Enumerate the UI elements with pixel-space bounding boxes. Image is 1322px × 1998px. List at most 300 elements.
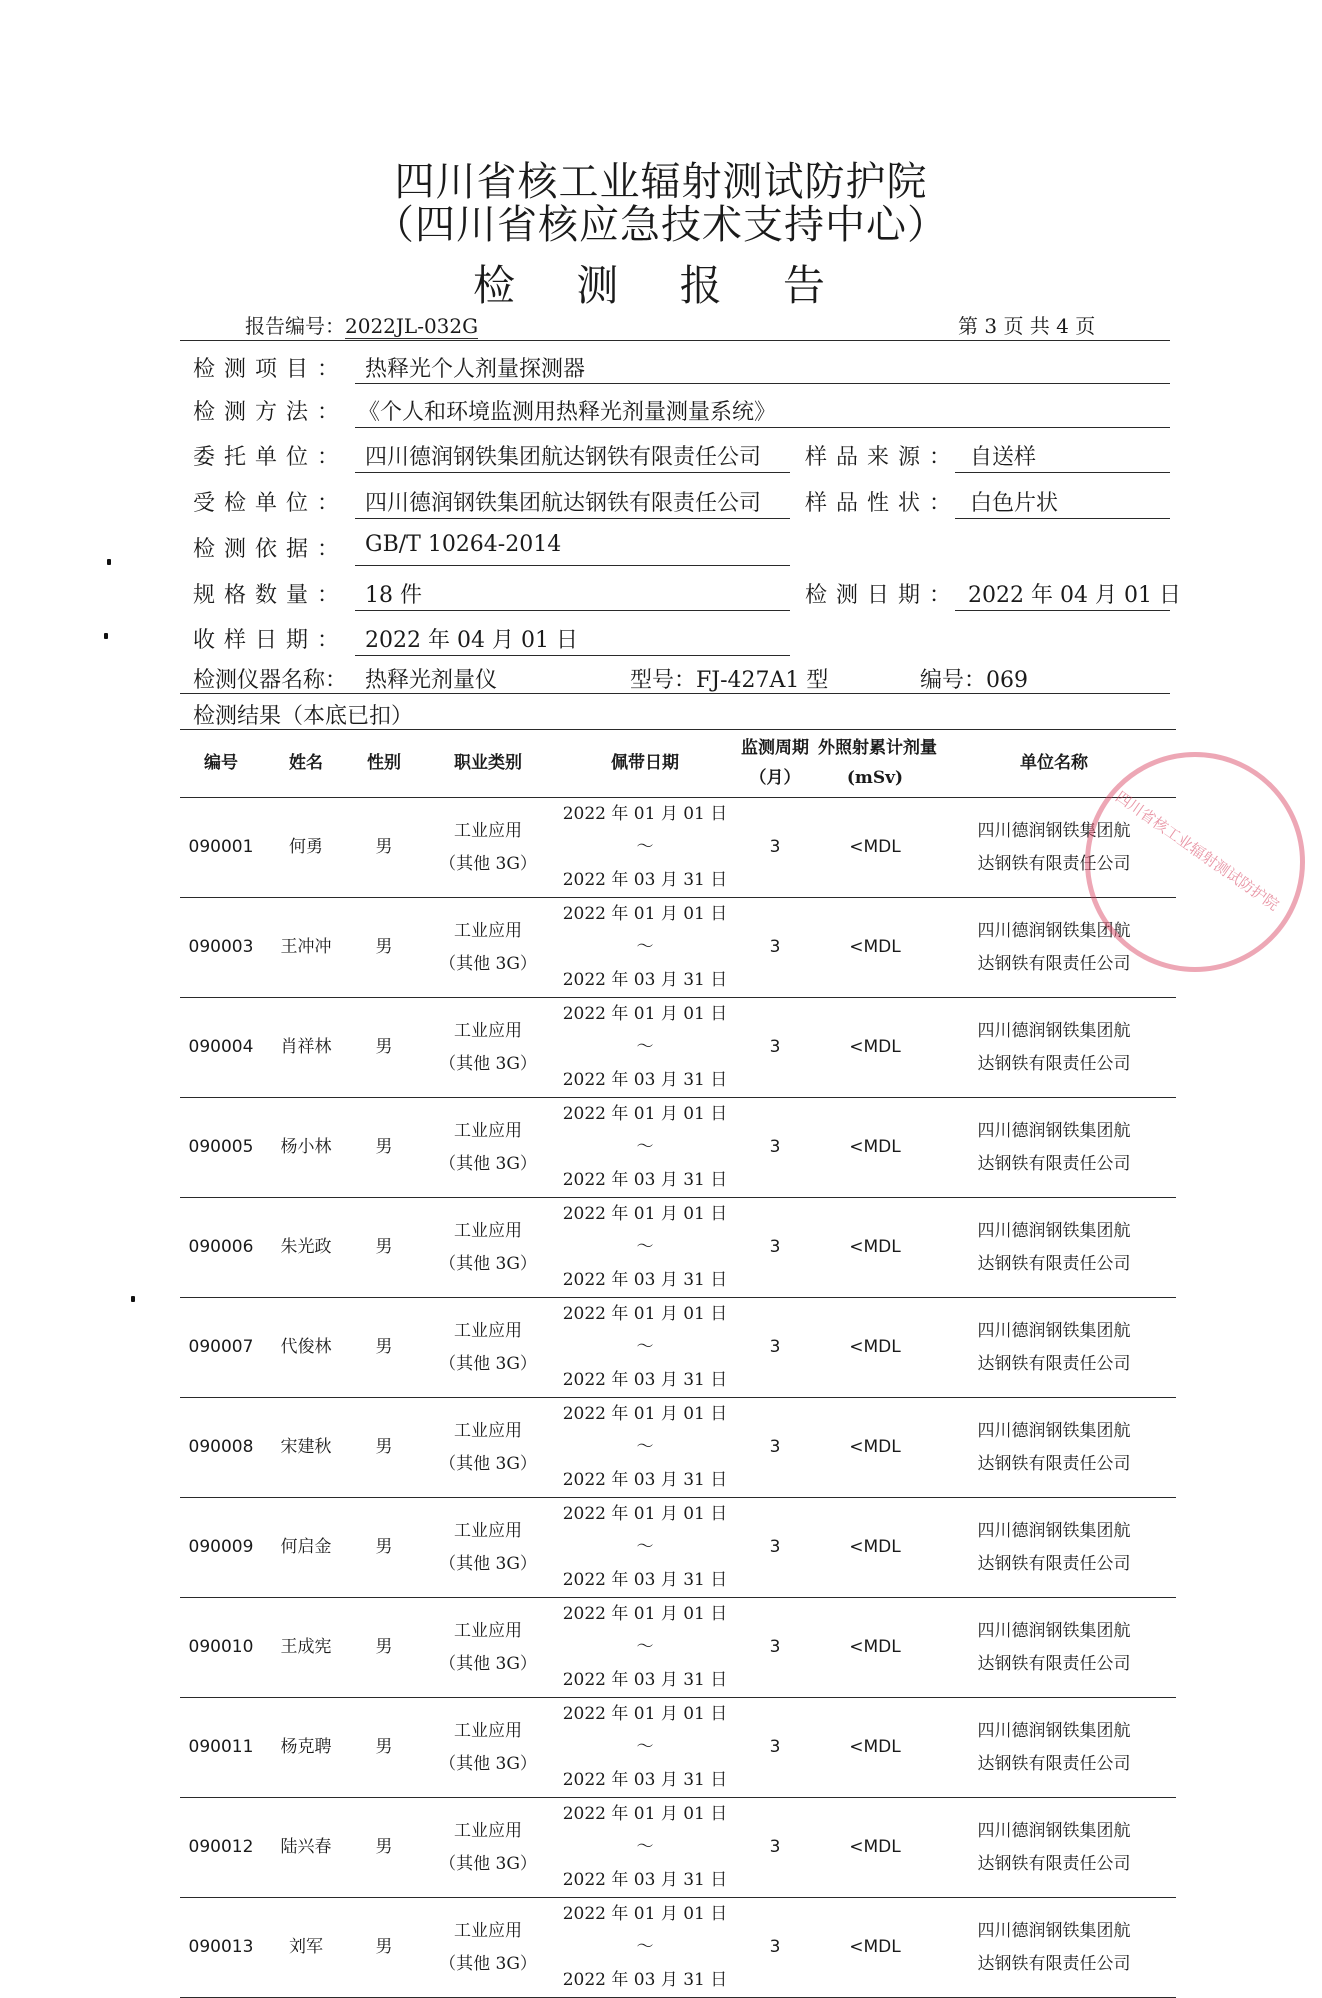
cell-id (180, 1198, 262, 1298)
cell-wear-dates (558, 1398, 732, 1498)
cell-id-text: 090012 (188, 1837, 254, 1857)
rule-basis (355, 565, 790, 566)
cell-occupation (418, 1798, 558, 1898)
cell-dose (818, 1498, 932, 1598)
cell-cycle-text: 3 (769, 1137, 781, 1157)
table-header-row (180, 729, 1176, 798)
cell-wear-dates-text: 2022 年 01 月 01 日～ (562, 1104, 728, 1157)
cell-occupation-text: 工业应用 (454, 920, 522, 941)
cell-unit (932, 998, 1176, 1098)
cell-id-text: 090011 (188, 1737, 254, 1757)
cell-id (180, 1598, 262, 1698)
cell-occupation-text: 工业应用 (454, 1320, 522, 1341)
table-row (180, 1898, 1176, 1998)
cell-occupation-text: 工业应用 (454, 1620, 522, 1641)
cell-wear-dates-text: 2022 年 03 月 31 日 (562, 870, 728, 890)
cell-occupation (418, 798, 558, 898)
cell-occupation-text: （其他 3G） (439, 1253, 537, 1274)
cell-dose (818, 1398, 932, 1498)
cell-occupation-text: （其他 3G） (439, 1853, 537, 1874)
cell-wear-dates-text: 2022 年 01 月 01 日～ (562, 1604, 728, 1657)
cell-unit (932, 1498, 1176, 1598)
client-label: 委托单位： (193, 445, 349, 470)
cell-occupation-text: 工业应用 (454, 1220, 522, 1241)
cell-name (262, 1698, 350, 1798)
cell-cycle (732, 1598, 818, 1698)
cell-occupation-text: （其他 3G） (439, 1753, 537, 1774)
cell-id (180, 1698, 262, 1798)
cell-occupation (418, 1298, 558, 1398)
cell-id (180, 1898, 262, 1998)
cell-occupation-text: 工业应用 (454, 1720, 522, 1741)
cell-name (262, 798, 350, 898)
cell-name (262, 1798, 350, 1898)
cell-unit-text: 四川德润钢铁集团航 (977, 1620, 1131, 1641)
cell-gender (350, 1098, 418, 1198)
cell-name-text: 王冲冲 (280, 937, 332, 957)
document-title: 检 测 报 告 (472, 261, 850, 310)
cell-gender (350, 1198, 418, 1298)
header-cycle (732, 729, 818, 798)
cell-gender-text: 男 (375, 1437, 393, 1457)
cell-dose (818, 1298, 932, 1398)
cell-unit (932, 1298, 1176, 1398)
cell-name-text: 何勇 (289, 837, 323, 857)
cell-id (180, 1498, 262, 1598)
cell-unit (932, 1898, 1176, 1998)
header-cycle-line1: 监测周期 (741, 738, 809, 758)
tested-unit-label: 受检单位： (193, 491, 349, 516)
cell-wear-dates-text: 2022 年 01 月 01 日～ (562, 1304, 728, 1357)
cell-id (180, 1098, 262, 1198)
cell-unit-text: 四川德润钢铁集团航 (977, 1120, 1131, 1141)
cell-occupation (418, 998, 558, 1098)
cell-unit-text: 四川德润钢铁集团航 (977, 820, 1131, 841)
serial-value: 069 (986, 668, 1029, 693)
cell-unit-text: 达钢铁有限责任公司 (977, 1753, 1131, 1774)
page-info: 第 3 页 共 4 页 (958, 314, 1096, 338)
cell-wear-dates-text: 2022 年 03 月 31 日 (562, 1170, 728, 1190)
cell-name (262, 1398, 350, 1498)
sample-source-label: 样品来源： (805, 445, 961, 470)
header-id: 编号 (180, 729, 262, 798)
cell-dose-text: <MDL (849, 1037, 901, 1057)
cell-occupation-text: 工业应用 (454, 1420, 522, 1441)
cell-name (262, 1598, 350, 1698)
cell-id-text: 090010 (188, 1637, 254, 1657)
cell-occupation (418, 1198, 558, 1298)
cell-gender-text: 男 (375, 1537, 393, 1557)
cell-wear-dates-text: 2022 年 03 月 31 日 (562, 1470, 728, 1490)
cell-wear-dates (558, 1698, 732, 1798)
cell-cycle (732, 1298, 818, 1398)
report-number-value: 2022JL-032G (345, 314, 479, 338)
rule-item (355, 383, 1170, 384)
cell-wear-dates-text: 2022 年 01 月 01 日～ (562, 1804, 728, 1857)
cell-dose (818, 798, 932, 898)
cell-unit-text: 达钢铁有限责任公司 (977, 1253, 1131, 1274)
cell-id-text: 090006 (188, 1237, 254, 1257)
cell-gender (350, 1698, 418, 1798)
cell-wear-dates (558, 898, 732, 998)
cell-name (262, 1198, 350, 1298)
cell-unit-text: 达钢铁有限责任公司 (977, 953, 1131, 974)
official-seal-text: 四川省核工业辐射测试防护院 (1112, 787, 1283, 915)
cell-wear-dates-text: 2022 年 03 月 31 日 (562, 1370, 728, 1390)
cell-name (262, 1498, 350, 1598)
cell-occupation-text: 工业应用 (454, 1820, 522, 1841)
cell-wear-dates-text: 2022 年 01 月 01 日～ (562, 1504, 728, 1557)
header-dose-line2: (mSv) (846, 768, 904, 788)
cell-dose-text: <MDL (849, 1137, 901, 1157)
cell-occupation (418, 1898, 558, 1998)
report-number-label: 报告编号： (245, 314, 345, 338)
rule-sample-source (955, 472, 1170, 473)
cell-cycle-text: 3 (769, 1237, 781, 1257)
cell-occupation-text: 工业应用 (454, 1020, 522, 1041)
quantity-label: 规格数量： (193, 583, 349, 608)
rule-sample-nature (955, 518, 1170, 519)
instrument-value: 热释光剂量仪 (365, 668, 498, 693)
cell-dose (818, 1198, 932, 1298)
cell-occupation-text: （其他 3G） (439, 1953, 537, 1974)
cell-name-text: 王成宪 (280, 1637, 332, 1657)
instrument-label: 检测仪器名称： (193, 668, 348, 693)
cell-dose-text: <MDL (849, 1237, 901, 1257)
cell-unit (932, 1798, 1176, 1898)
cell-wear-dates (558, 1498, 732, 1598)
cell-wear-dates (558, 1798, 732, 1898)
cell-unit-text: 四川德润钢铁集团航 (977, 1020, 1131, 1041)
cell-unit-text: 达钢铁有限责任公司 (977, 1453, 1131, 1474)
cell-wear-dates-text: 2022 年 03 月 31 日 (562, 1770, 728, 1790)
cell-dose-text: <MDL (849, 937, 901, 957)
cell-gender-text: 男 (375, 937, 393, 957)
receipt-date-value: 2022 年 04 月 01 日 (365, 628, 578, 653)
cell-wear-dates-text: 2022 年 03 月 31 日 (562, 1970, 728, 1990)
cell-occupation (418, 898, 558, 998)
cell-cycle (732, 898, 818, 998)
item-value: 热释光个人剂量探测器 (365, 357, 586, 382)
model-info (630, 663, 828, 694)
header-name: 姓名 (262, 729, 350, 798)
cell-dose-text: <MDL (849, 1937, 901, 1957)
table-row (180, 998, 1176, 1098)
cell-wear-dates (558, 1098, 732, 1198)
cell-name (262, 898, 350, 998)
cell-unit (932, 1098, 1176, 1198)
cell-cycle-text: 3 (769, 1737, 781, 1757)
cell-dose-text: <MDL (849, 1637, 901, 1657)
cell-dose-text: <MDL (849, 837, 901, 857)
cell-dose (818, 1898, 932, 1998)
report-number (245, 310, 478, 339)
cell-gender (350, 1498, 418, 1598)
cell-unit-text: 四川德润钢铁集团航 (977, 920, 1131, 941)
results-heading: 检测结果（本底已扣） (193, 704, 414, 729)
cell-unit-text: 达钢铁有限责任公司 (977, 1953, 1131, 1974)
cell-name-text: 何启金 (280, 1537, 332, 1557)
cell-dose (818, 1698, 932, 1798)
cell-id (180, 898, 262, 998)
cell-wear-dates-text: 2022 年 03 月 31 日 (562, 970, 728, 990)
cell-occupation-text: 工业应用 (454, 1920, 522, 1941)
institute-alias: （四川省核应急技术支持中心） (374, 202, 948, 248)
cell-id-text: 090009 (188, 1537, 254, 1557)
cell-name (262, 1898, 350, 1998)
item-label: 检测项目： (193, 357, 349, 382)
cell-occupation-text: （其他 3G） (439, 1153, 537, 1174)
scan-speck (131, 1296, 135, 1302)
cell-id (180, 1298, 262, 1398)
cell-cycle (732, 798, 818, 898)
quantity-value: 18 件 (365, 583, 422, 608)
cell-wear-dates-text: 2022 年 01 月 01 日～ (562, 1704, 728, 1757)
cell-name-text: 陆兴春 (280, 1837, 332, 1857)
table-row (180, 1498, 1176, 1598)
method-label: 检测方法： (193, 400, 349, 425)
cell-gender-text: 男 (375, 1637, 393, 1657)
cell-gender (350, 898, 418, 998)
cell-dose (818, 1098, 932, 1198)
cell-dose-text: <MDL (849, 1737, 901, 1757)
tested-unit-value: 四川德润钢铁集团航达钢铁有限责任公司 (365, 491, 762, 516)
cell-gender (350, 1598, 418, 1698)
cell-unit (932, 1198, 1176, 1298)
header-occupation: 职业类别 (418, 729, 558, 798)
cell-id (180, 1398, 262, 1498)
test-date-label: 检测日期： (805, 583, 961, 608)
cell-gender (350, 998, 418, 1098)
cell-wear-dates (558, 1598, 732, 1698)
cell-wear-dates-text: 2022 年 03 月 31 日 (562, 1070, 728, 1090)
cell-unit (932, 1698, 1176, 1798)
cell-wear-dates-text: 2022 年 01 月 01 日～ (562, 1904, 728, 1957)
client-value: 四川德润钢铁集团航达钢铁有限责任公司 (365, 445, 762, 470)
table-row (180, 898, 1176, 998)
cell-occupation (418, 1598, 558, 1698)
cell-cycle (732, 1798, 818, 1898)
cell-unit (932, 1398, 1176, 1498)
cell-cycle-text: 3 (769, 837, 781, 857)
cell-cycle (732, 1898, 818, 1998)
test-date-value: 2022 年 04 月 01 日 (968, 583, 1181, 608)
cell-cycle (732, 1698, 818, 1798)
method-value: 《个人和环境监测用热释光剂量测量系统》 (358, 400, 777, 425)
rule-method (355, 427, 1170, 428)
table-row (180, 1798, 1176, 1898)
cell-wear-dates-text: 2022 年 03 月 31 日 (562, 1270, 728, 1290)
cell-unit-text: 四川德润钢铁集团航 (977, 1520, 1131, 1541)
cell-dose (818, 998, 932, 1098)
cell-name-text: 肖祥林 (280, 1037, 332, 1057)
cell-gender (350, 798, 418, 898)
cell-name-text: 杨小林 (280, 1137, 332, 1157)
cell-occupation-text: （其他 3G） (439, 1053, 537, 1074)
cell-occupation-text: 工业应用 (454, 1120, 522, 1141)
cell-occupation (418, 1398, 558, 1498)
receipt-date-label: 收样日期： (193, 628, 349, 653)
cell-id-text: 090008 (188, 1437, 254, 1457)
model-value: FJ-427A1 型 (696, 668, 829, 693)
cell-wear-dates-text: 2022 年 03 月 31 日 (562, 1870, 728, 1890)
cell-occupation-text: （其他 3G） (439, 953, 537, 974)
cell-occupation-text: （其他 3G） (439, 853, 537, 874)
rule-quantity (355, 610, 790, 611)
cell-unit-text: 达钢铁有限责任公司 (977, 1153, 1131, 1174)
cell-unit-text: 四川德润钢铁集团航 (977, 1220, 1131, 1241)
rule-test-date (955, 610, 1170, 611)
header-cycle-line2: （月） (749, 768, 801, 788)
header-dose (818, 729, 937, 798)
rule-top (180, 340, 1170, 341)
cell-unit-text: 达钢铁有限责任公司 (977, 1853, 1131, 1874)
cell-occupation-text: （其他 3G） (439, 1453, 537, 1474)
cell-unit-text: 达钢铁有限责任公司 (977, 1653, 1131, 1674)
table-row (180, 1698, 1176, 1798)
header-unit: 单位名称 (932, 729, 1176, 798)
cell-name-text: 杨克聘 (280, 1737, 332, 1757)
cell-dose-text: <MDL (849, 1537, 901, 1557)
cell-wear-dates (558, 1298, 732, 1398)
cell-id (180, 1798, 262, 1898)
rule-client (355, 472, 790, 473)
cell-dose (818, 1598, 932, 1698)
cell-id-text: 090004 (188, 1037, 254, 1057)
cell-gender-text: 男 (375, 1137, 393, 1157)
cell-unit-text: 四川德润钢铁集团航 (977, 1420, 1131, 1441)
cell-id (180, 998, 262, 1098)
cell-gender-text: 男 (375, 1737, 393, 1757)
cell-cycle-text: 3 (769, 937, 781, 957)
cell-cycle-text: 3 (769, 1437, 781, 1457)
cell-wear-dates-text: 2022 年 01 月 01 日～ (562, 904, 728, 957)
cell-name (262, 1098, 350, 1198)
cell-gender-text: 男 (375, 1337, 393, 1357)
cell-wear-dates-text: 2022 年 03 月 31 日 (562, 1670, 728, 1690)
cell-gender (350, 1798, 418, 1898)
cell-gender-text: 男 (375, 1037, 393, 1057)
cell-id-text: 090007 (188, 1337, 254, 1357)
cell-unit-text: 达钢铁有限责任公司 (977, 853, 1131, 874)
cell-name (262, 1298, 350, 1398)
cell-gender-text: 男 (375, 837, 393, 857)
cell-wear-dates-text: 2022 年 01 月 01 日～ (562, 804, 728, 857)
cell-unit-text: 四川德润钢铁集团航 (977, 1820, 1131, 1841)
header-gender: 性别 (350, 729, 418, 798)
cell-wear-dates (558, 798, 732, 898)
cell-gender-text: 男 (375, 1937, 393, 1957)
model-label: 型号： (630, 668, 697, 693)
sample-nature-label: 样品性状： (805, 491, 961, 516)
cell-dose-text: <MDL (849, 1337, 901, 1357)
table-row (180, 798, 1176, 898)
cell-cycle-text: 3 (769, 1637, 781, 1657)
cell-name (262, 998, 350, 1098)
cell-wear-dates-text: 2022 年 01 月 01 日～ (562, 1004, 728, 1057)
header-dose-line1: 外照射累计剂量 (818, 738, 937, 758)
cell-name-text: 代俊林 (280, 1337, 332, 1357)
cell-occupation-text: 工业应用 (454, 1520, 522, 1541)
cell-occupation (418, 1098, 558, 1198)
cell-id-text: 090003 (188, 937, 254, 957)
cell-gender-text: 男 (375, 1837, 393, 1857)
table-row (180, 1598, 1176, 1698)
table-row (180, 1298, 1176, 1398)
cell-unit-text: 四川德润钢铁集团航 (977, 1320, 1131, 1341)
results-table (180, 729, 1176, 1998)
cell-cycle (732, 1498, 818, 1598)
cell-dose-text: <MDL (849, 1437, 901, 1457)
cell-wear-dates (558, 998, 732, 1098)
cell-cycle-text: 3 (769, 1037, 781, 1057)
cell-cycle (732, 1198, 818, 1298)
cell-wear-dates (558, 1898, 732, 1998)
cell-id-text: 090001 (188, 837, 254, 857)
cell-cycle (732, 998, 818, 1098)
cell-id-text: 090013 (188, 1937, 254, 1957)
cell-wear-dates-text: 2022 年 01 月 01 日～ (562, 1204, 728, 1257)
header-wear-dates: 佩带日期 (558, 729, 732, 798)
cell-unit-text: 达钢铁有限责任公司 (977, 1353, 1131, 1374)
cell-cycle-text: 3 (769, 1937, 781, 1957)
table-row (180, 1098, 1176, 1198)
cell-wear-dates-text: 2022 年 03 月 31 日 (562, 1570, 728, 1590)
cell-unit (932, 1598, 1176, 1698)
table-row (180, 1198, 1176, 1298)
scan-speck (107, 559, 111, 565)
cell-occupation-text: （其他 3G） (439, 1553, 537, 1574)
cell-occupation-text: （其他 3G） (439, 1353, 537, 1374)
basis-label: 检测依据： (193, 537, 349, 562)
cell-occupation-text: （其他 3G） (439, 1653, 537, 1674)
sample-source-value: 自送样 (970, 445, 1037, 470)
cell-dose (818, 1798, 932, 1898)
cell-unit-text: 达钢铁有限责任公司 (977, 1553, 1131, 1574)
cell-wear-dates-text: 2022 年 01 月 01 日～ (562, 1404, 728, 1457)
scan-speck (104, 633, 108, 639)
rule-tested-unit (355, 518, 790, 519)
cell-unit-text: 四川德润钢铁集团航 (977, 1920, 1131, 1941)
cell-name-text: 朱光政 (280, 1237, 332, 1257)
cell-dose-text: <MDL (849, 1837, 901, 1857)
institute-name: 四川省核工业辐射测试防护院 (394, 159, 928, 205)
serial-label: 编号： (920, 668, 987, 693)
cell-cycle (732, 1098, 818, 1198)
cell-unit-text: 四川德润钢铁集团航 (977, 1720, 1131, 1741)
cell-gender (350, 1398, 418, 1498)
cell-cycle-text: 3 (769, 1537, 781, 1557)
serial-info (920, 663, 1028, 694)
rule-receipt-date (355, 655, 790, 656)
results-body (180, 798, 1176, 1998)
cell-wear-dates (558, 1198, 732, 1298)
table-row (180, 1398, 1176, 1498)
cell-gender (350, 1298, 418, 1398)
cell-occupation (418, 1498, 558, 1598)
cell-id-text: 090005 (188, 1137, 254, 1157)
cell-name-text: 宋建秋 (280, 1437, 332, 1457)
cell-name-text: 刘军 (289, 1937, 323, 1957)
sample-nature-value: 白色片状 (970, 491, 1059, 516)
cell-cycle-text: 3 (769, 1837, 781, 1857)
cell-id (180, 798, 262, 898)
cell-occupation-text: 工业应用 (454, 820, 522, 841)
cell-gender (350, 1898, 418, 1998)
cell-gender-text: 男 (375, 1237, 393, 1257)
cell-dose (818, 898, 932, 998)
basis-value: GB/T 10264-2014 (365, 532, 562, 557)
